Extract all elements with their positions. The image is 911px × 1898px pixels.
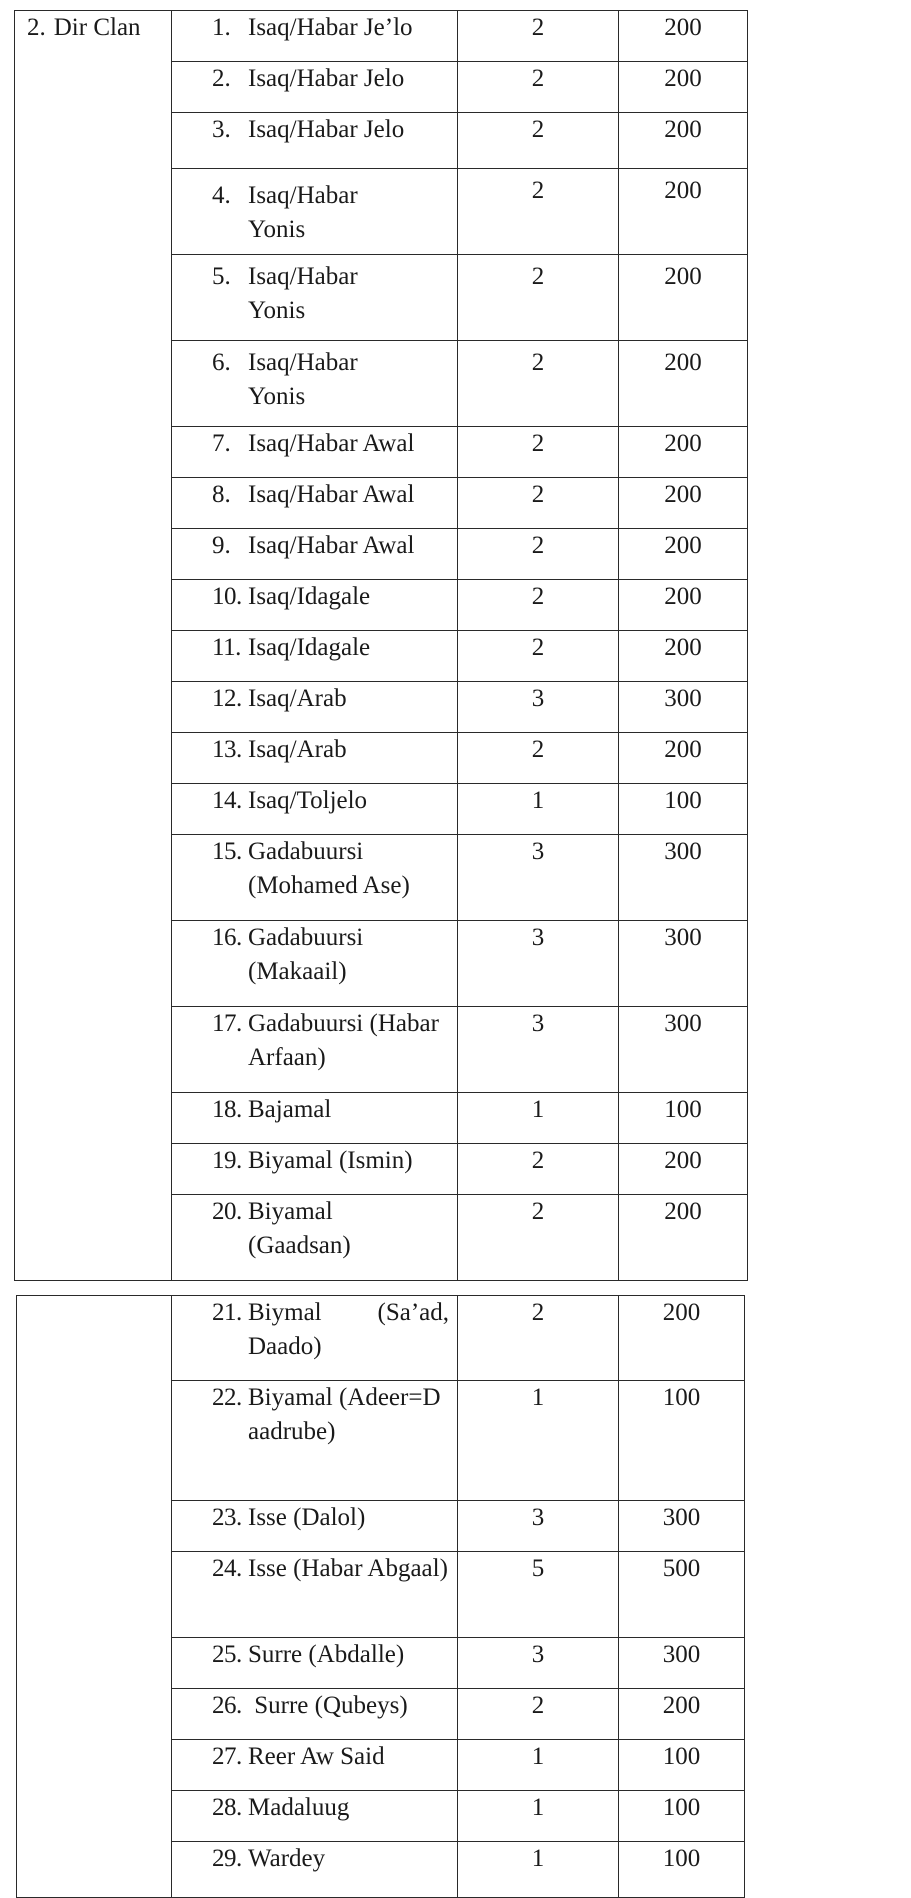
seats-cell: 3 [458,1501,619,1552]
amount-cell: 300 [619,682,748,733]
amount-cell: 200 [619,529,748,580]
amount-cell: 200 [619,580,748,631]
row-number: 21. [212,1299,242,1326]
row-number: 14. [212,787,242,814]
subclan-name-cell [172,835,458,921]
amount-cell: 100 [619,1093,748,1144]
seats-cell: 2 [458,341,619,427]
subclan-name: Isaq/Habar Jelo [248,65,405,92]
row-number: 24. [212,1555,242,1582]
amount-cell: 300 [619,1501,745,1552]
amount-cell: 200 [619,427,748,478]
subclan-name: Isaq/Habar Yonis [248,182,358,243]
seats-cell: 2 [458,1144,619,1195]
subclan-name-cell [172,784,458,835]
subclan-name: Isaq/Arab [248,736,347,763]
table-row [17,1296,745,1381]
seats-cell: 2 [458,62,619,113]
subclan-name: Isaq/Habar Je’lo [248,14,413,41]
amount-cell: 300 [619,1638,745,1689]
subclan-name: Surre (Qubeys) [248,1692,408,1719]
subclan-name-cell [172,682,458,733]
clan-allocation-table-part-1 [14,10,748,1281]
subclan-name: Madaluug [248,1794,350,1821]
amount-cell: 200 [619,478,748,529]
subclan-name: Reer Aw Said [248,1743,385,1770]
seats-cell: 2 [458,255,619,341]
seats-cell: 2 [458,1296,619,1381]
amount-cell: 200 [619,733,748,784]
seats-cell: 1 [458,784,619,835]
subclan-name: Biymal (Sa’ad, Daado) [248,1299,449,1360]
subclan-name-cell [172,169,458,255]
row-number: 11. [212,634,241,661]
amount-cell: 200 [619,255,748,341]
seats-cell: 2 [458,631,619,682]
subclan-name: Gadabuursi (Mohamed Ase) [248,838,410,899]
seats-cell: 3 [458,921,619,1007]
row-number: 19. [212,1147,242,1174]
subclan-name: Isse (Dalol) [248,1504,366,1531]
subclan-name-cell [172,733,458,784]
subclan-name: Gadabuursi (Habar Arfaan) [248,1010,439,1071]
amount-cell: 300 [619,1007,748,1093]
seats-cell: 3 [458,1007,619,1093]
row-number: 17. [212,1010,242,1037]
subclan-name-cell [172,1552,458,1638]
seats-cell: 3 [458,835,619,921]
amount-cell: 100 [619,1791,745,1842]
seats-cell: 1 [458,1381,619,1501]
subclan-name: Bajamal [248,1096,332,1123]
row-number: 25. [212,1641,242,1668]
amount-cell: 300 [619,921,748,1007]
seats-cell: 1 [458,1791,619,1842]
seats-cell: 5 [458,1552,619,1638]
subclan-name-cell [172,1501,458,1552]
subclan-name-cell [172,113,458,169]
seats-cell: 2 [458,1195,619,1281]
row-number: 29. [212,1845,242,1872]
subclan-name-cell [172,1144,458,1195]
subclan-name-cell [172,427,458,478]
subclan-name-cell [172,1381,458,1501]
seats-cell: 2 [458,1689,619,1740]
amount-cell: 100 [619,1381,745,1501]
seats-cell: 2 [458,580,619,631]
subclan-name-cell [172,580,458,631]
row-number: 20. [212,1198,242,1225]
subclan-name-cell [172,1638,458,1689]
row-number: 12. [212,685,242,712]
amount-cell: 200 [619,1195,748,1281]
seats-cell: 2 [458,529,619,580]
subclan-name: Isaq/Habar Awal [248,532,415,559]
subclan-name: Biyamal (Gaadsan) [248,1198,351,1259]
row-number: 16. [212,924,242,951]
row-number: 27. [212,1743,242,1770]
row-number: 6. [212,349,231,376]
seats-cell: 1 [458,1093,619,1144]
row-number: 13. [212,736,242,763]
seats-cell: 2 [458,11,619,62]
row-number: 3. [212,116,231,143]
seats-cell: 1 [458,1842,619,1898]
amount-cell: 200 [619,1296,745,1381]
subclan-name: Isaq/Habar Yonis [248,263,358,324]
subclan-name-cell [172,631,458,682]
seats-cell: 2 [458,427,619,478]
seats-cell: 2 [458,113,619,169]
amount-cell: 100 [619,784,748,835]
subclan-name: Isaq/Habar Awal [248,481,415,508]
amount-cell: 200 [619,1689,745,1740]
amount-cell: 100 [619,1842,745,1898]
subclan-name: Isaq/Idagale [248,634,371,661]
seats-cell: 3 [458,682,619,733]
subclan-name-cell [172,11,458,62]
row-number: 10. [212,583,242,610]
subclan-name: Wardey [248,1845,326,1872]
amount-cell: 500 [619,1552,745,1638]
subclan-name: Isaq/Habar Awal [248,430,415,457]
amount-cell: 200 [619,113,748,169]
clan-group-label: Dir Clan [53,14,141,41]
seats-cell: 1 [458,1740,619,1791]
subclan-name: Isaq/Toljelo [248,787,368,814]
subclan-name-cell [172,1007,458,1093]
subclan-name-cell [172,1195,458,1281]
seats-cell: 2 [458,478,619,529]
row-number: 26. [212,1692,242,1719]
clan-group-number: 2. [27,14,46,41]
subclan-name: Biyamal (Adeer=Daadrube) [248,1384,441,1445]
seats-cell: 2 [458,733,619,784]
subclan-name-cell [172,921,458,1007]
subclan-name-cell [172,1296,458,1381]
amount-cell: 200 [619,62,748,113]
row-number: 9. [212,532,231,559]
subclan-name-cell [172,1791,458,1842]
row-number: 5. [212,263,231,290]
subclan-name-cell [172,1093,458,1144]
subclan-name-cell [172,478,458,529]
subclan-name: Gadabuursi (Makaail) [248,924,364,985]
row-number: 22. [212,1384,242,1411]
row-number: 4. [212,182,231,209]
amount-cell: 300 [619,835,748,921]
seats-cell: 3 [458,1638,619,1689]
row-number: 15. [212,838,242,865]
subclan-name-cell [172,1842,458,1898]
row-number: 8. [212,481,231,508]
subclan-name-cell [172,1689,458,1740]
subclan-name-cell [172,255,458,341]
subclan-name-cell [172,62,458,113]
row-number: 18. [212,1096,242,1123]
clan-group-cell-continued [17,1296,172,1898]
row-number: 7. [212,430,231,457]
subclan-name-cell [172,529,458,580]
amount-cell: 200 [619,11,748,62]
clan-group-cell [15,11,172,1281]
subclan-name: Isaq/Arab [248,685,347,712]
table-row [15,11,748,62]
row-number: 28. [212,1794,242,1821]
subclan-name: Biyamal (Ismin) [248,1147,413,1174]
subclan-name: Surre (Abdalle) [248,1641,405,1668]
row-number: 2. [212,65,231,92]
subclan-name-cell [172,341,458,427]
amount-cell: 100 [619,1740,745,1791]
subclan-name: Isaq/Habar Jelo [248,116,405,143]
amount-cell: 200 [619,1144,748,1195]
clan-allocation-table-part-2 [16,1295,745,1898]
row-number: 23. [212,1504,242,1531]
subclan-name-cell [172,1740,458,1791]
subclan-name: Isaq/Habar Yonis [248,349,358,410]
subclan-name: Isaq/Idagale [248,583,371,610]
amount-cell: 200 [619,631,748,682]
amount-cell: 200 [619,341,748,427]
row-number: 1. [212,14,231,41]
seats-cell: 2 [458,169,619,255]
amount-cell: 200 [619,169,748,255]
subclan-name: Isse (Habar Abgaal) [248,1555,448,1582]
